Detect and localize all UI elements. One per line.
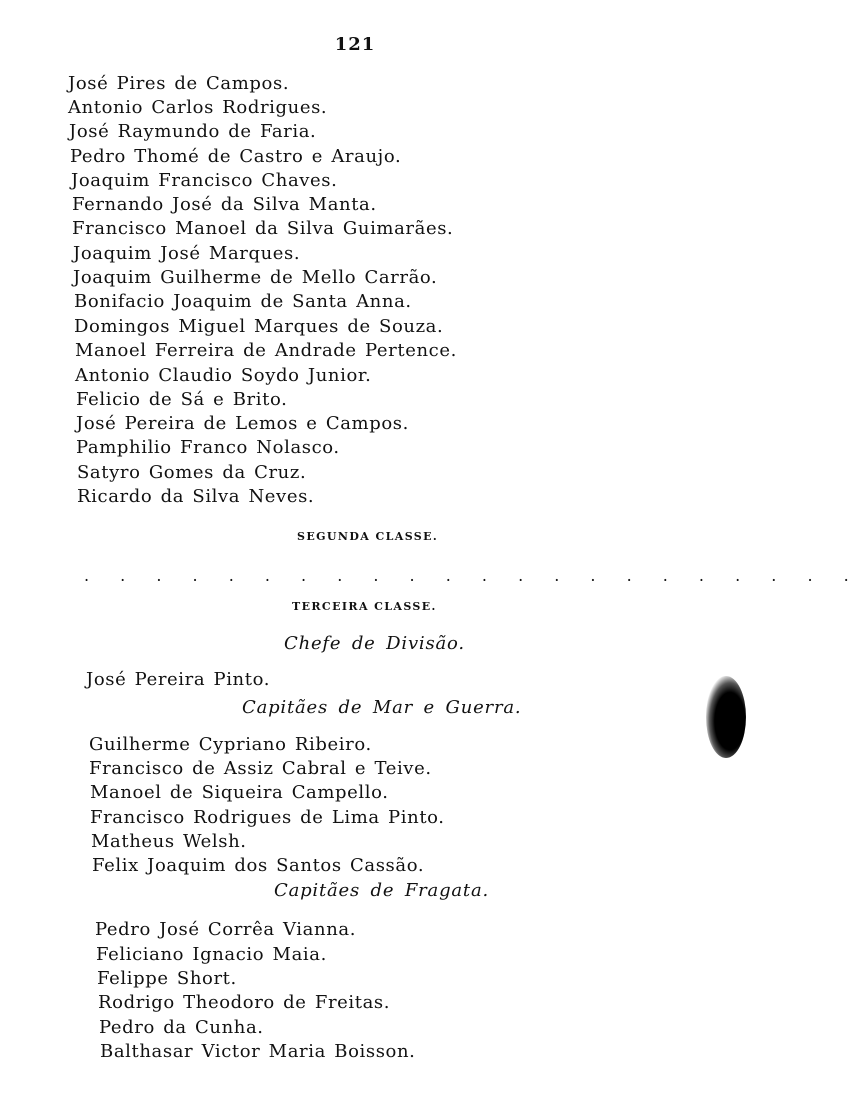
- list-item: Ricardo da Silva Neves.: [77, 486, 315, 507]
- subheading-capitaes-de-fragata: Capitães de Fragata.: [274, 880, 490, 901]
- list-item: Francisco de Assiz Cabral e Teive.: [89, 758, 432, 779]
- list-item: Matheus Welsh.: [91, 831, 247, 852]
- list-item: Joaquim Francisco Chaves.: [71, 170, 338, 191]
- list-item: Balthasar Victor Maria Boisson.: [100, 1041, 416, 1062]
- list-item: Feliciano Ignacio Maia.: [96, 944, 327, 965]
- list-item: José Pires de Campos.: [68, 73, 290, 94]
- ellipsis-dots: . . . . . . . . . . . . . . . . . . . . . .: [84, 566, 862, 585]
- list-item: Francisco Manoel da Silva Guimarães.: [72, 218, 454, 239]
- list-item: Rodrigo Theodoro de Freitas.: [98, 992, 391, 1013]
- list-item: Pamphilio Franco Nolasco.: [76, 437, 340, 458]
- subheading-chefe-de-divisao: Chefe de Divisão.: [284, 633, 465, 654]
- ink-blot: [706, 676, 746, 758]
- list-item: Felix Joaquim dos Santos Cassão.: [92, 855, 425, 876]
- list-item: Joaquim Guilherme de Mello Carrão.: [73, 267, 438, 288]
- list-item: Antonio Claudio Soydo Junior.: [75, 365, 372, 386]
- list-item: Manoel de Siqueira Campello.: [90, 782, 389, 803]
- list-item: Pedro Thomé de Castro e Araujo.: [70, 146, 402, 167]
- list-item: Pedro José Corrêa Vianna.: [95, 919, 357, 940]
- list-item: José Pereira de Lemos e Campos.: [76, 413, 409, 434]
- list-item: José Pereira Pinto.: [86, 669, 271, 690]
- list-item: Pedro da Cunha.: [99, 1017, 264, 1038]
- list-item: Fernando José da Silva Manta.: [72, 194, 377, 215]
- list-item: Domingos Miguel Marques de Souza.: [74, 316, 444, 337]
- section-heading-segunda-classe: SEGUNDA CLASSE.: [297, 530, 439, 543]
- list-item: Guilherme Cypriano Ribeiro.: [89, 734, 372, 755]
- page-number: 121: [334, 34, 376, 55]
- list-item: Manoel Ferreira de Andrade Pertence.: [75, 340, 457, 361]
- subheading-capitaes-de-mar-e-guerra: Capitães de Mar e Guerra.: [242, 697, 522, 718]
- list-item: Francisco Rodrigues de Lima Pinto.: [90, 807, 445, 828]
- list-item: Bonifacio Joaquim de Santa Anna.: [74, 291, 412, 312]
- list-item: Felippe Short.: [97, 968, 237, 989]
- list-item: Satyro Gomes da Cruz.: [77, 462, 307, 483]
- list-item: Felicio de Sá e Brito.: [76, 389, 288, 410]
- section-heading-terceira-classe: TERCEIRA CLASSE.: [292, 600, 437, 613]
- list-item: Joaquim José Marques.: [73, 243, 301, 264]
- list-item: José Raymundo de Faria.: [69, 121, 317, 142]
- list-item: Antonio Carlos Rodrigues.: [68, 97, 328, 118]
